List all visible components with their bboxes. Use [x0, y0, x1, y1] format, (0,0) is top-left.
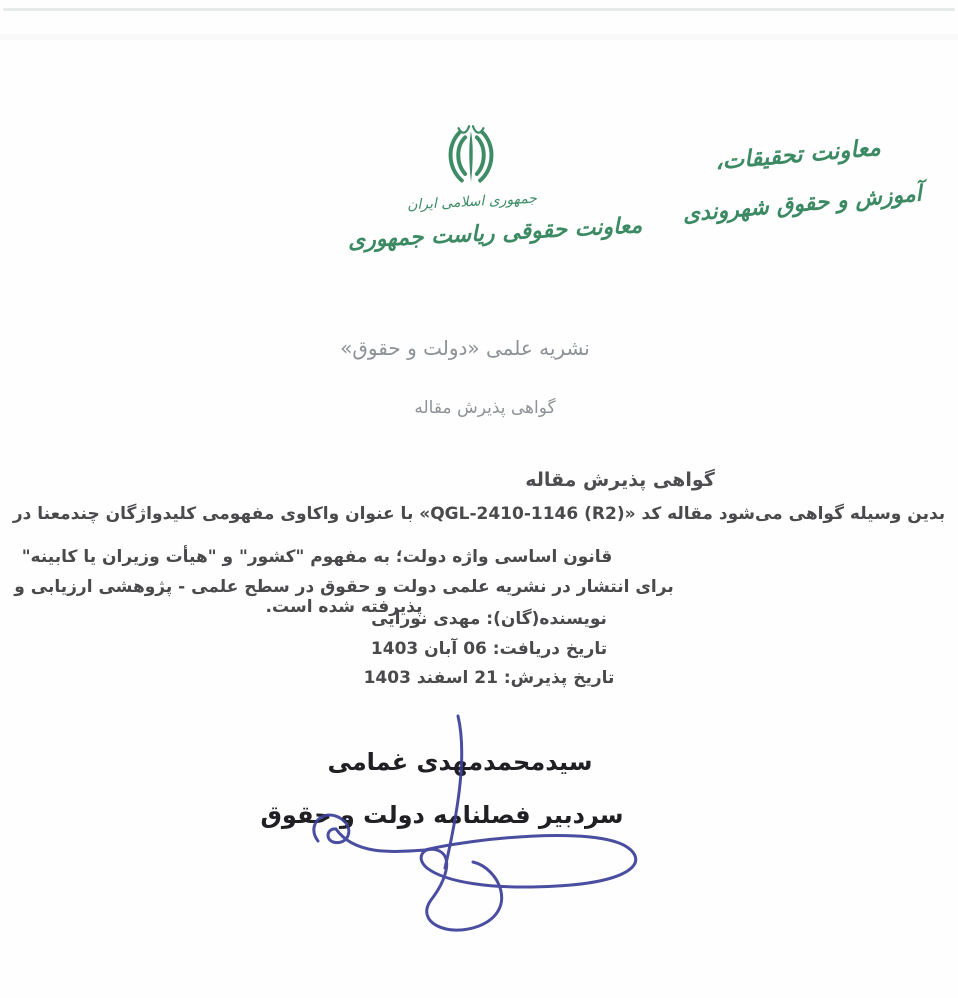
- handwritten-signature: [295, 710, 667, 942]
- editor-role: سردبیر فصلنامه دولت و حقوق: [260, 801, 624, 829]
- editor-name: سیدمحمدمهدی غمامی: [327, 748, 593, 776]
- received-date-line: تاریخ دریافت: 06 آبان 1403: [370, 639, 608, 659]
- body-line-2: قانون اساسی واژه دولت؛ به مفهوم "کشور" و "هیأت وزیران یا کابینه": [21, 547, 613, 567]
- body-line-3: برای انتشار در نشریه علمی دولت و حقوق در سطح علمی - پژوهشی ارزیابی و پذیرفته شده است.: [14, 577, 674, 617]
- iran-emblem-icon: [437, 121, 505, 189]
- letterhead-department-block: [652, 130, 947, 230]
- department-line-1: معاونت تحقیقات،: [714, 134, 882, 176]
- author-line: نویسنده(گان): مهدی نورایی: [371, 609, 607, 629]
- letterhead-legal-deputy-line: معاونت حقوقی ریاست جمهوری: [347, 213, 643, 254]
- certificate-subtitle: گواهی پذیرش مقاله: [414, 398, 556, 418]
- accepted-date-line: تاریخ پذیرش: 21 اسفند 1403: [363, 668, 615, 688]
- letterhead-republic-line: جمهوری اسلامی ایران: [406, 190, 538, 214]
- body-line-1: بدین وسیله گواهی می‌شود مقاله کد «⁦QGL-2410-1146 (R2)⁩» با عنوان واکاوی مفهومی کلیدواژگان چندمعنا در: [12, 504, 946, 524]
- page-top-edge: [3, 8, 955, 11]
- certificate-heading: گواهی پذیرش مقاله: [525, 469, 715, 491]
- page-top-shadow: [0, 34, 958, 40]
- department-line-2: آموزش و حقوق شهروندی: [681, 181, 923, 228]
- journal-title: نشریه علمی «دولت و حقوق»: [340, 336, 590, 360]
